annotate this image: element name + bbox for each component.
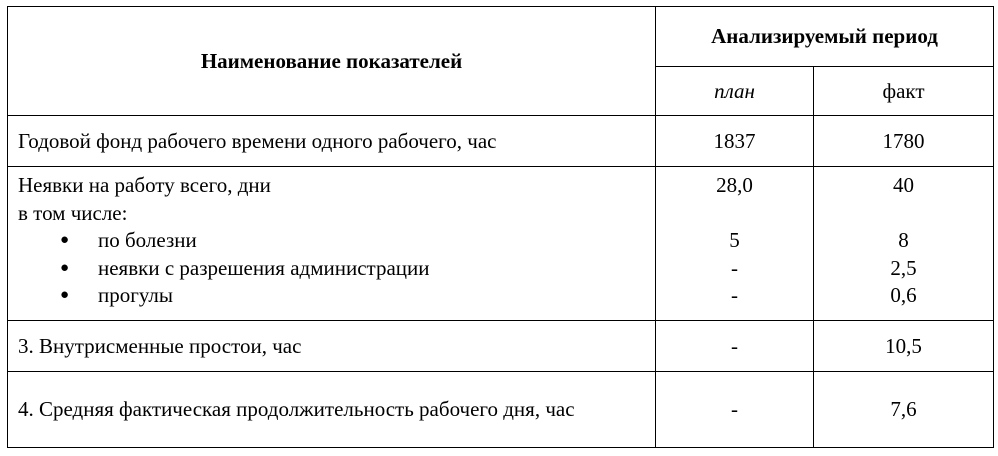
row-idle-name: 3. Внутрисменные простои, час	[8, 321, 656, 372]
absence-item-fact: 0,6	[890, 283, 917, 307]
header-plan: план	[656, 67, 814, 116]
header-fact: факт	[814, 67, 994, 116]
row-absence-fact-cell	[814, 167, 994, 321]
row-absence	[8, 167, 994, 321]
list-item	[18, 282, 655, 310]
row-fund-plan: 1837	[656, 116, 814, 167]
absence-item-plan: -	[731, 255, 738, 280]
absence-item-plan: -	[731, 283, 738, 307]
absence-item-plan: 5	[729, 228, 740, 252]
indicators-table	[7, 6, 994, 448]
absence-item-name: по болезни	[98, 228, 197, 252]
row-avg-name: 4. Средняя фактическая продолжительность рабочего дня, час	[18, 397, 575, 421]
list-item	[18, 255, 655, 283]
absence-item-name: прогулы	[98, 283, 174, 307]
row-absence-name-cell	[8, 167, 656, 321]
bullet-icon: ●	[60, 287, 70, 303]
list-item	[18, 227, 655, 255]
absence-item-fact: 2,5	[890, 255, 917, 280]
row-fund	[8, 116, 994, 167]
row-fund-name: Годовой фонд рабочего времени одного рабочего, час	[8, 116, 656, 167]
absence-item-name: неявки с разрешения администрации	[98, 255, 430, 280]
row-absence-plan: 28,0	[716, 173, 753, 197]
header-period: Анализируемый период	[656, 7, 994, 67]
row-avg-fact: 7,6	[814, 372, 994, 448]
row-fund-fact: 1780	[814, 116, 994, 167]
row-absence-name: Неявки на работу всего, дни	[18, 173, 271, 197]
row-avg-plan: -	[656, 372, 814, 448]
row-avg	[8, 372, 994, 448]
row-idle	[8, 321, 994, 372]
row-avg-name-cell	[8, 372, 656, 448]
row-absence-subtitle: в том числе:	[18, 200, 128, 225]
bullet-icon: ●	[60, 259, 70, 276]
row-absence-fact: 40	[893, 173, 914, 197]
row-idle-plan: -	[656, 321, 814, 372]
bullet-icon: ●	[60, 232, 70, 248]
row-absence-plan-cell	[656, 167, 814, 321]
row-idle-fact: 10,5	[814, 321, 994, 372]
absence-item-fact: 8	[898, 228, 909, 252]
header-indicator: Наименование показателей	[8, 7, 656, 116]
